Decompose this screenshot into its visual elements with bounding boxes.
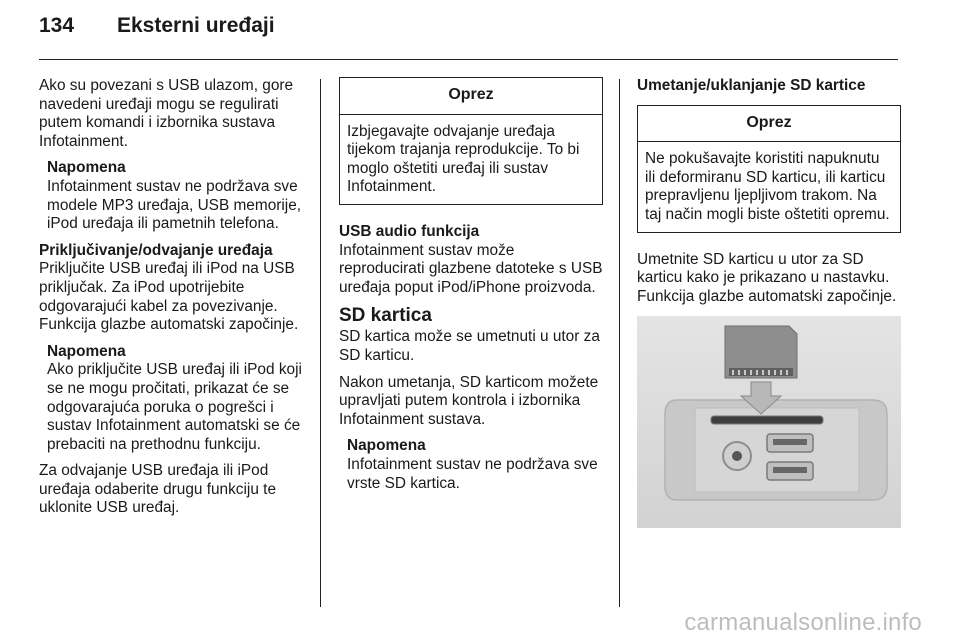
column-2 — [339, 77, 603, 501]
caution-text: Ne pokušavajte koristiti napuknutu ili deformiranu SD karticu, ili karticu prepravljenu ljepljivom trakom. Na taj način mogli biste oštetiti opremu. — [645, 150, 890, 223]
caution-text: Izbjegavajte odvajanje uređaja tijekom trajanja reprodukcije. To bi moglo oštetiti uređaj ili sustav Infotainment. — [347, 122, 580, 196]
sd-paragraph-1: SD kartica može se umetnuti u utor za SD karticu. — [339, 328, 600, 364]
column-divider-1 — [320, 79, 321, 607]
note-text: Infotainment sustav ne podržava sve vrste SD kartica. — [347, 455, 598, 492]
note-heading: Napomena — [347, 437, 426, 455]
caution-heading: Oprez — [340, 78, 602, 115]
caution-heading: Oprez — [638, 106, 900, 143]
sd-card-icon — [725, 326, 797, 378]
caution-box — [637, 105, 901, 233]
sd-slot — [711, 416, 823, 424]
connect-paragraph: Priključite USB uređaj ili iPod na USB priključak. Za iPod upotrijebite odgovarajući kabel za povezivanje. Funkcija glazbe automatski započinje. — [39, 260, 299, 334]
page-number: 134 — [39, 14, 75, 37]
watermark: carmanualsonline.info — [684, 609, 922, 636]
sd-paragraph-2: Nakon umetanja, SD karticom možete upravljati putem kontrola i izbornika Infotainment sustava. — [339, 373, 599, 428]
note-box — [39, 343, 307, 455]
note-heading: Napomena — [47, 342, 126, 360]
note-text: Infotainment sustav ne podržava sve modele MP3 uređaja, USB memorije, iPod uređaja ili pametnih telefona. — [47, 177, 302, 233]
usb-port-icon — [767, 462, 813, 480]
note-box — [339, 437, 603, 493]
insert-paragraph: Umetnite SD karticu u utor za SD karticu kako je prikazano u nastavku. Funkcija glazbe automatski započinje. — [637, 250, 897, 305]
header-divider — [39, 59, 898, 60]
section-heading-usb-audio: USB audio funkcija — [339, 222, 480, 240]
intro-paragraph: Ako su povezani s USB ulazom, gore navedeni uređaji mogu se regulirati putem komandi i izbornika sustava Infotainment. — [39, 77, 294, 150]
usb-audio-paragraph: Infotainment sustav može reproducirati glazbene datoteke s USB uređaja poput iPod/iPhone proizvoda. — [339, 241, 603, 296]
caution-box — [339, 77, 603, 205]
section-heading-insert-sd: Umetanje/uklanjanje SD kartice — [637, 77, 866, 94]
column-3 — [637, 77, 901, 528]
page-title: Eksterni uređaji — [117, 14, 275, 37]
column-1 — [39, 77, 307, 526]
disconnect-paragraph: Za odvajanje USB uređaja ili iPod uređaja odaberite drugu funkciju te uklonite USB uređaj. — [39, 462, 277, 517]
section-title-sd-card: SD kartica — [339, 305, 432, 327]
aux-port-icon — [723, 442, 751, 470]
note-text: Ako priključite USB uređaj ili iPod koji se ne mogu pročitati, prikazat će se odgovarajuća poruka o pogrešci i sustav Infotainment automatski se će prebaciti na prethodnu funkciju. — [47, 361, 302, 453]
note-box — [39, 159, 307, 233]
section-heading-connect: Priključivanje/odvajanje uređaja — [39, 241, 273, 259]
sd-card-insertion-illustration — [637, 316, 901, 528]
usb-port-icon — [767, 434, 813, 452]
page-header — [39, 14, 275, 54]
column-divider-2 — [619, 79, 620, 607]
note-heading: Napomena — [47, 159, 126, 177]
